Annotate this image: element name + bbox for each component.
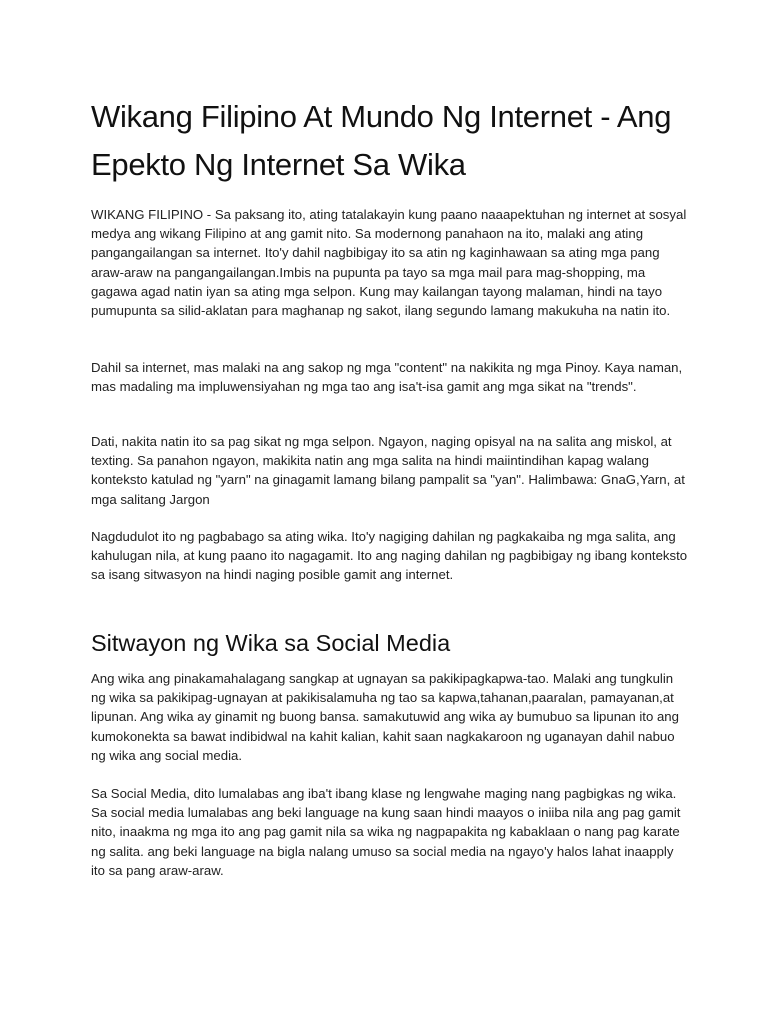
paragraph-wika: Ang wika ang pinakamahalagang sangkap at ugnayan sa pakikipagkapwa-tao. Malaki ang tungkulin ng wika sa pakikipag-ugnayan at pakikisalamuha ng tao sa kapwa,tahanan,paaralan, pamayanan,at lipunan. Ang wika ay ginamit ng buong bansa. samakutuwid ang wika ay bumubuo sa lipunan ito ang kumokonekta sa bawat indibidwal na kahit kalian, kahit saan nagkakaroon ng uganayan dahil nabuo ng wika ang social media. [91, 671, 679, 763]
paragraph-content: Dahil sa internet, mas malaki na ang sakop ng mga "content" na nakikita ng mga Pinoy. Kaya naman, mas madaling ma impluwensiyahan ng mga tao ang isa't-isa gamit ang mga sikat na "trends". [91, 360, 683, 395]
document-title: Wikang Filipino At Mundo Ng Internet - Ang Epekto Ng Internet Sa Wika [91, 99, 672, 182]
paragraph-examples: Dati, nakita natin ito sa pag sikat ng mga selpon. Ngayon, naging opisyal na na salita ang miskol, at texting. Sa panahon ngayon, makikita natin ang mga salita na hindi maiintindihan kapag walang konteksto katulad ng "yarn" na ginagamit lamang bilang pampalit sa "yan". Halimbawa: GnaG,Yarn, at mga salitang Jargon [91, 434, 685, 507]
paragraph-social-media: Sa Social Media, dito lumalabas ang iba't ibang klase ng lengwahe maging nang pagbigkas ng wika. Sa social media lumalabas ang beki language na kung saan hindi maayos o iniiba nila ang pag gamit nito, inaakma ng mga ito ang pag gamit nila sa wika ng nagpapakita ng kabaklaan o nang pag karate ng salita. ang beki language na bigla nalang umuso sa social media na ngayo'y halos lahat inaapply ito sa pang araw-araw. [91, 786, 681, 878]
paragraph-changes: Nagdudulot ito ng pagbabago sa ating wika. Ito'y nagiging dahilan ng pagkakaiba ng mga salita, ang kahulugan nila, at kung paano ito nagagamit. Ito ang naging dahilan ng pagbibigay ng ibang konteksto sa isang sitwasyon na hindi naging posible gamit ang internet. [91, 529, 688, 583]
paragraph-intro: WIKANG FILIPINO - Sa paksang ito, ating tatalakayin kung paano naaapektuhan ng internet at sosyal medya ang wikang Filipino at ang gamit nito. Sa modernong panahaon na ito, malaki ang ating pangangailangan sa internet. Ito'y dahil nagbibigay ito sa atin ng kaginhawaan sa ating mga pang araw-araw na pangangailangan.Imbis na pupunta pa tayo sa mga mail para mag-shopping, ma gagawa agad natin iyan sa ating mga selpon. Kung may kailangan tayong malaman, hindi na tayo pumupunta sa silid-aklatan para maghanap ng sakot, ilang segundo lamang makukuha na natin ito. [91, 207, 687, 319]
section-heading: Sitwayon ng Wika sa Social Media [91, 630, 451, 656]
